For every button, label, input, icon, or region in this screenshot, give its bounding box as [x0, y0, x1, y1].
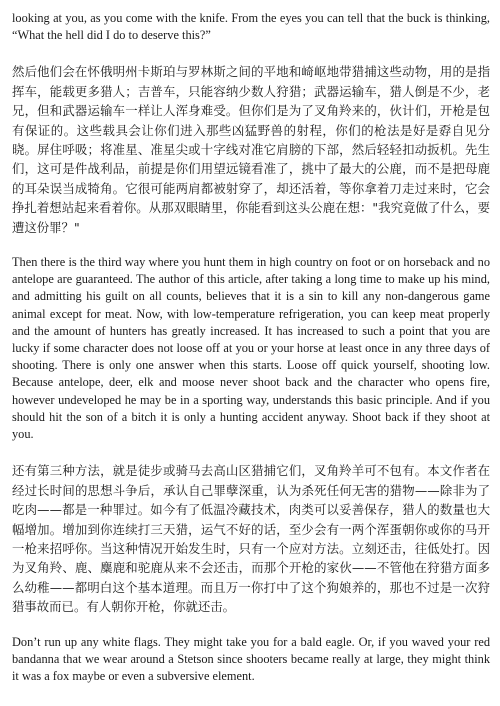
document-page — [12, 10, 490, 703]
paragraph-english-2: Then there is the third way where you hunt them in high country on foot or on horseback and no antelope are guaranteed. The author of this article, after taking a long time to make up his mind, and admitting his guilt on all counts, believes that it is a sin to kill any non-dangerous game animal except for meat. Now, with low-temperature refrigeration, you can keep meat properly and the amount of hunters has greatly increased. It has increased to such a point that you are lucky if some character does not loose off at you or your horse at least once in any three days of shooting. There is only one answer when this starts. Loose off quick yourself, shooting low. Because antelope, deer, elk and moose never shoot back and the character who opens fire, however undeveloped he may be in a sporting way, understands this basic principle. And if you should hit the son of a bitch it is only a hunting accident anyway. Shoot back if they shoot at you. — [12, 255, 490, 442]
paragraph-chinese-1: 然后他们会在怀俄明州卡斯珀与罗林斯之间的平地和崎岖地带猎捕这些动物，用的是指挥车，能载更多猎人；吉普车，只能容纳少数人狩猎；武器运输车，猎人倒是不少，老兄，但和武器运输车一样让人浑身难受。但你们是为了叉角羚来的，伙计们，开枪是包有保证的。这些载具会让你们进入那些凶猛野兽的射程，你们的枪法是好是孬自见分晓。屏住呼吸；将准星、准星尖或十字线对准它肩膀的下部，然后轻轻扣动扳机。先生们，这可是件战利品，前提是你们用望远镜看准了，挑中了最大的公鹿，而不是把母鹿的耳朵误当成犄角。它很可能两肩都被射穿了，却还活着，等你拿着刀走过来时，它会挣扎着想站起来看着你。从那双眼睛里，你能看到这头公鹿在想："我究竟做了什么，要遭这份罪？" — [12, 64, 490, 235]
paragraph-chinese-2: 还有第三种方法，就是徒步或骑马去高山区猎捕它们，叉角羚羊可不包有。本文作者在经过长时间的思想斗争后，承认自己罪孽深重，认为杀死任何无害的猎物——除非为了吃肉——都是一种罪过。如今有了低温冷藏技术，肉类可以妥善保存，猎人的数量也大幅增加。增加到你连续打三天猎，运气不好的话，至少会有一两个浑蛋朝你或你的马开一枪来招呼你。当这种情况开始发生时，只有一个应对方法。立刻还击，往低处打。因为叉角羚、鹿、麋鹿和驼鹿从来不会还击，而那个开枪的家伙——不管他在狩猎方面多么幼稚——都明白这个基本道理。而且万一你打中了这个狗娘养的，那也不过是一次狩猎事故而已。有人朝你开枪，你就还击。 — [12, 463, 490, 615]
paragraph-english-1: looking at you, as you come with the knife. From the eyes you can tell that the buck is thinking, “What the hell did I do to deserve this?” — [12, 11, 490, 43]
paragraph-english-3: Don’t run up any white flags. They might take you for a bald eagle. Or, if you waved your red bandanna that we wear around a Stetson since shooters became really at large, they might think it was a fox maybe or even a subversive element. — [12, 634, 490, 683]
